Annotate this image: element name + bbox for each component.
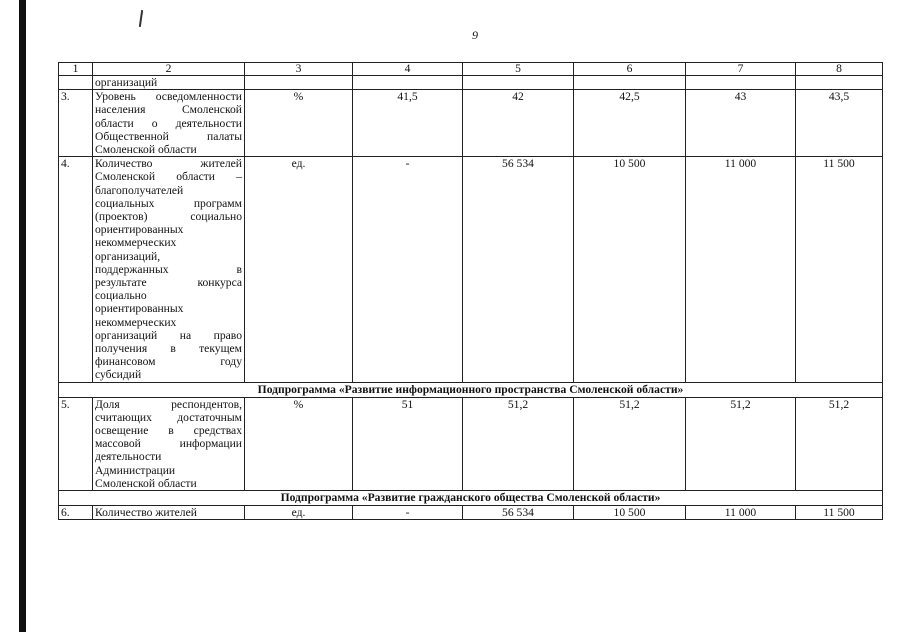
value-cell: 51,2: [463, 397, 574, 490]
indicator-name-line: финансовом году: [95, 355, 242, 369]
value-cell: 11 500: [796, 506, 883, 520]
header-cell: 8: [796, 63, 883, 76]
value-cell: [353, 76, 463, 90]
value-cell: 51,2: [686, 397, 796, 490]
indicator-name-line: социально: [95, 289, 147, 303]
value-cell: 42: [463, 90, 574, 157]
subprogram-row: [59, 382, 883, 397]
value-cell: 11 000: [686, 506, 796, 520]
value-cell: [686, 76, 796, 90]
value-cell: 56 534: [463, 506, 574, 520]
indicator-name-line: освещение в средствах: [95, 424, 242, 438]
subprogram-title: Подпрограмма «Развитие гражданского общества Смоленской области»: [59, 491, 883, 506]
unit-cell: ед.: [245, 506, 353, 520]
row-number: [59, 76, 93, 90]
unit-cell: [245, 76, 353, 90]
indicator-name-line: Смоленской области: [95, 476, 197, 490]
header-row: [59, 63, 883, 76]
table-row: [59, 157, 883, 382]
subprogram-row: [59, 491, 883, 506]
row-number: 3.: [59, 90, 93, 157]
unit-cell: ед.: [245, 157, 353, 382]
value-cell: [463, 76, 574, 90]
indicator-name-line: области о деятельности: [95, 116, 242, 130]
indicator-name-line: Уровень осведомленности: [95, 90, 242, 104]
row-number: 5.: [59, 397, 93, 490]
value-cell: 51: [353, 397, 463, 490]
value-cell: 56 534: [463, 157, 574, 382]
indicator-name-line: Общественной палаты: [95, 129, 242, 143]
indicator-name: [93, 157, 245, 382]
indicator-name: [93, 76, 245, 90]
value-cell: 10 500: [574, 506, 686, 520]
header-cell: 3: [245, 63, 353, 76]
indicator-name: [93, 397, 245, 490]
value-cell: [574, 76, 686, 90]
indicator-name-line: массовой информации: [95, 437, 242, 451]
pen-mark: [139, 10, 143, 27]
header-cell: 5: [463, 63, 574, 76]
value-cell: 11 000: [686, 157, 796, 382]
indicator-name-line: (проектов) социально: [95, 210, 242, 224]
table-row: [59, 506, 883, 520]
value-cell: 51,2: [796, 397, 883, 490]
indicator-name-line: Смоленской области: [95, 143, 197, 157]
value-cell: [796, 76, 883, 90]
table-row: [59, 76, 883, 90]
indicator-name: [93, 90, 245, 157]
value-cell: 51,2: [574, 397, 686, 490]
indicator-name-line: поддержанных в: [95, 262, 242, 276]
value-cell: 41,5: [353, 90, 463, 157]
value-cell: 42,5: [574, 90, 686, 157]
indicator-name-line: считающих достаточным: [95, 410, 242, 424]
table-row: [59, 90, 883, 157]
table-row: [59, 397, 883, 490]
indicator-name-line: благополучателей: [95, 183, 184, 197]
indicator-name-line: Администрации: [95, 463, 176, 477]
indicator-name-line: результате конкурса: [95, 276, 242, 290]
indicator-name-line: населения Смоленской: [95, 103, 242, 117]
indicators-table: [58, 62, 883, 520]
subprogram-title: Подпрограмма «Развитие информационного пространства Смоленской области»: [59, 382, 883, 397]
indicator-name-line: организаций: [95, 76, 158, 89]
indicator-name-line: Количество жителей: [95, 157, 242, 171]
header-cell: 1: [59, 63, 93, 76]
header-cell: 6: [574, 63, 686, 76]
value-cell: 43: [686, 90, 796, 157]
indicator-name: [93, 506, 245, 520]
unit-cell: %: [245, 397, 353, 490]
value-cell: 10 500: [574, 157, 686, 382]
page-number: 9: [472, 28, 478, 42]
indicator-name-line: социальных программ: [95, 196, 242, 210]
indicator-name-line: некоммерческих: [95, 236, 177, 250]
indicator-name-line: субсидий: [95, 368, 142, 382]
indicator-name-line: получения в текущем: [95, 342, 242, 356]
value-cell: -: [353, 506, 463, 520]
indicator-name-line: ориентированных: [95, 302, 184, 316]
table-body: [59, 63, 883, 520]
header-cell: 2: [93, 63, 245, 76]
indicator-name-line: ориентированных: [95, 223, 184, 237]
indicator-name-line: организаций на право: [95, 328, 242, 342]
header-cell: 7: [686, 63, 796, 76]
indicator-name-line: Доля респондентов,: [95, 397, 242, 411]
binding-edge: [19, 0, 26, 632]
indicator-name-line: организаций,: [95, 249, 161, 263]
indicator-name-line: Смоленской области –: [95, 170, 242, 184]
value-cell: 43,5: [796, 90, 883, 157]
header-cell: 4: [353, 63, 463, 76]
row-number: 4.: [59, 157, 93, 382]
value-cell: 11 500: [796, 157, 883, 382]
unit-cell: %: [245, 90, 353, 157]
indicator-name-line: некоммерческих: [95, 315, 177, 329]
indicator-name-line: Количество жителей: [95, 506, 197, 520]
row-number: 6.: [59, 506, 93, 520]
value-cell: -: [353, 157, 463, 382]
indicator-name-line: деятельности: [95, 450, 162, 464]
